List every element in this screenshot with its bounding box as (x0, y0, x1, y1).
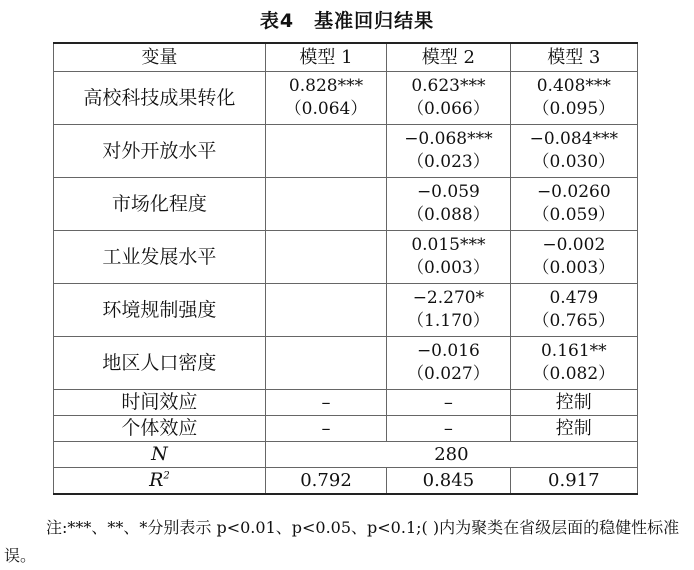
table-row (54, 231, 638, 284)
row-label: 个体效应 (54, 416, 266, 442)
cell-model-1: – (265, 390, 386, 416)
coef: 0.623*** (411, 76, 486, 96)
table-title: 表4 基准回归结果 (259, 10, 435, 32)
regression-table (53, 42, 638, 495)
time-effect-row (54, 390, 638, 416)
header-variable: 变量 (54, 43, 266, 72)
cell-model-1 (265, 284, 386, 337)
row-label: 工业发展水平 (54, 231, 266, 284)
coef: 0.408*** (536, 76, 611, 96)
r-squared-row (54, 468, 638, 495)
coef: 0.828*** (288, 76, 364, 96)
coef: 0.015*** (411, 235, 486, 255)
std-error: （0.059） (532, 205, 616, 225)
std-error: （0.003） (532, 258, 616, 278)
cell-model-1 (265, 125, 386, 178)
cell-model-2 (387, 125, 510, 178)
row-label: 市场化程度 (54, 178, 266, 231)
individual-effect-row (54, 416, 638, 442)
cell-model-2: 0.845 (387, 468, 510, 495)
std-error: （0.023） (407, 152, 490, 172)
row-label: 环境规制强度 (54, 284, 266, 337)
cell-model-3: 控制 (510, 390, 637, 416)
cell-model-3 (510, 72, 637, 125)
row-label (54, 468, 266, 495)
coef: −0.0260 (536, 182, 611, 202)
cell-model-2 (387, 72, 510, 125)
std-error: （0.095） (532, 99, 616, 119)
table-row (54, 337, 638, 390)
coef: −0.059 (416, 182, 480, 202)
row-label: 时间效应 (54, 390, 266, 416)
table-header-row (54, 43, 638, 72)
cell-model-2 (387, 178, 510, 231)
cell-model-3 (510, 231, 637, 284)
table-row (54, 284, 638, 337)
table-note: 注:***、**、*分别表示 p<0.01、p<0.05、p<0.1;( )内为聚类在省级层面的稳健性标准误。 (4, 518, 680, 565)
coef: −0.002 (542, 235, 606, 255)
cell-model-3 (510, 284, 637, 337)
cell-model-2: – (387, 390, 510, 416)
cell-model-1: – (265, 416, 386, 442)
coef: 0.479 (549, 288, 599, 308)
cell-model-3 (510, 125, 637, 178)
cell-model-2 (387, 231, 510, 284)
std-error: （1.170） (407, 311, 490, 331)
coef: −0.084*** (529, 129, 619, 149)
cell-model-1 (265, 72, 386, 125)
row-label: 高校科技成果转化 (54, 72, 266, 125)
std-error: （0.027） (407, 364, 490, 384)
cell-model-1 (265, 231, 386, 284)
header-model-3: 模型 3 (510, 43, 637, 72)
std-error: （0.082） (532, 364, 616, 384)
coef: −2.270* (412, 288, 485, 308)
sample-size-value: 280 (265, 442, 637, 468)
table-row (54, 178, 638, 231)
std-error: （0.030） (532, 152, 616, 172)
header-model-1: 模型 1 (265, 43, 386, 72)
row-label: 对外开放水平 (54, 125, 266, 178)
cell-model-1 (265, 337, 386, 390)
row-label: 地区人口密度 (54, 337, 266, 390)
r2-superscript: 2 (163, 470, 170, 482)
coef: 0.161** (540, 341, 607, 361)
table-row (54, 72, 638, 125)
cell-model-3 (510, 178, 637, 231)
r2-label: R (149, 469, 164, 491)
cell-model-3: 控制 (510, 416, 637, 442)
cell-model-2 (387, 284, 510, 337)
row-label: N (54, 442, 266, 468)
std-error: （0.088） (407, 205, 490, 225)
coef: −0.016 (416, 341, 480, 361)
table-row (54, 125, 638, 178)
cell-model-1 (265, 178, 386, 231)
coef: −0.068*** (404, 129, 493, 149)
std-error: （0.003） (407, 258, 490, 278)
header-model-2: 模型 2 (387, 43, 510, 72)
cell-model-3 (510, 337, 637, 390)
std-error: （0.064） (284, 99, 368, 119)
std-error: （0.066） (407, 99, 490, 119)
std-error: （0.765） (532, 311, 616, 331)
cell-model-1: 0.792 (265, 468, 386, 495)
cell-model-3: 0.917 (510, 468, 637, 495)
cell-model-2: – (387, 416, 510, 442)
sample-size-row (54, 442, 638, 468)
cell-model-2 (387, 337, 510, 390)
